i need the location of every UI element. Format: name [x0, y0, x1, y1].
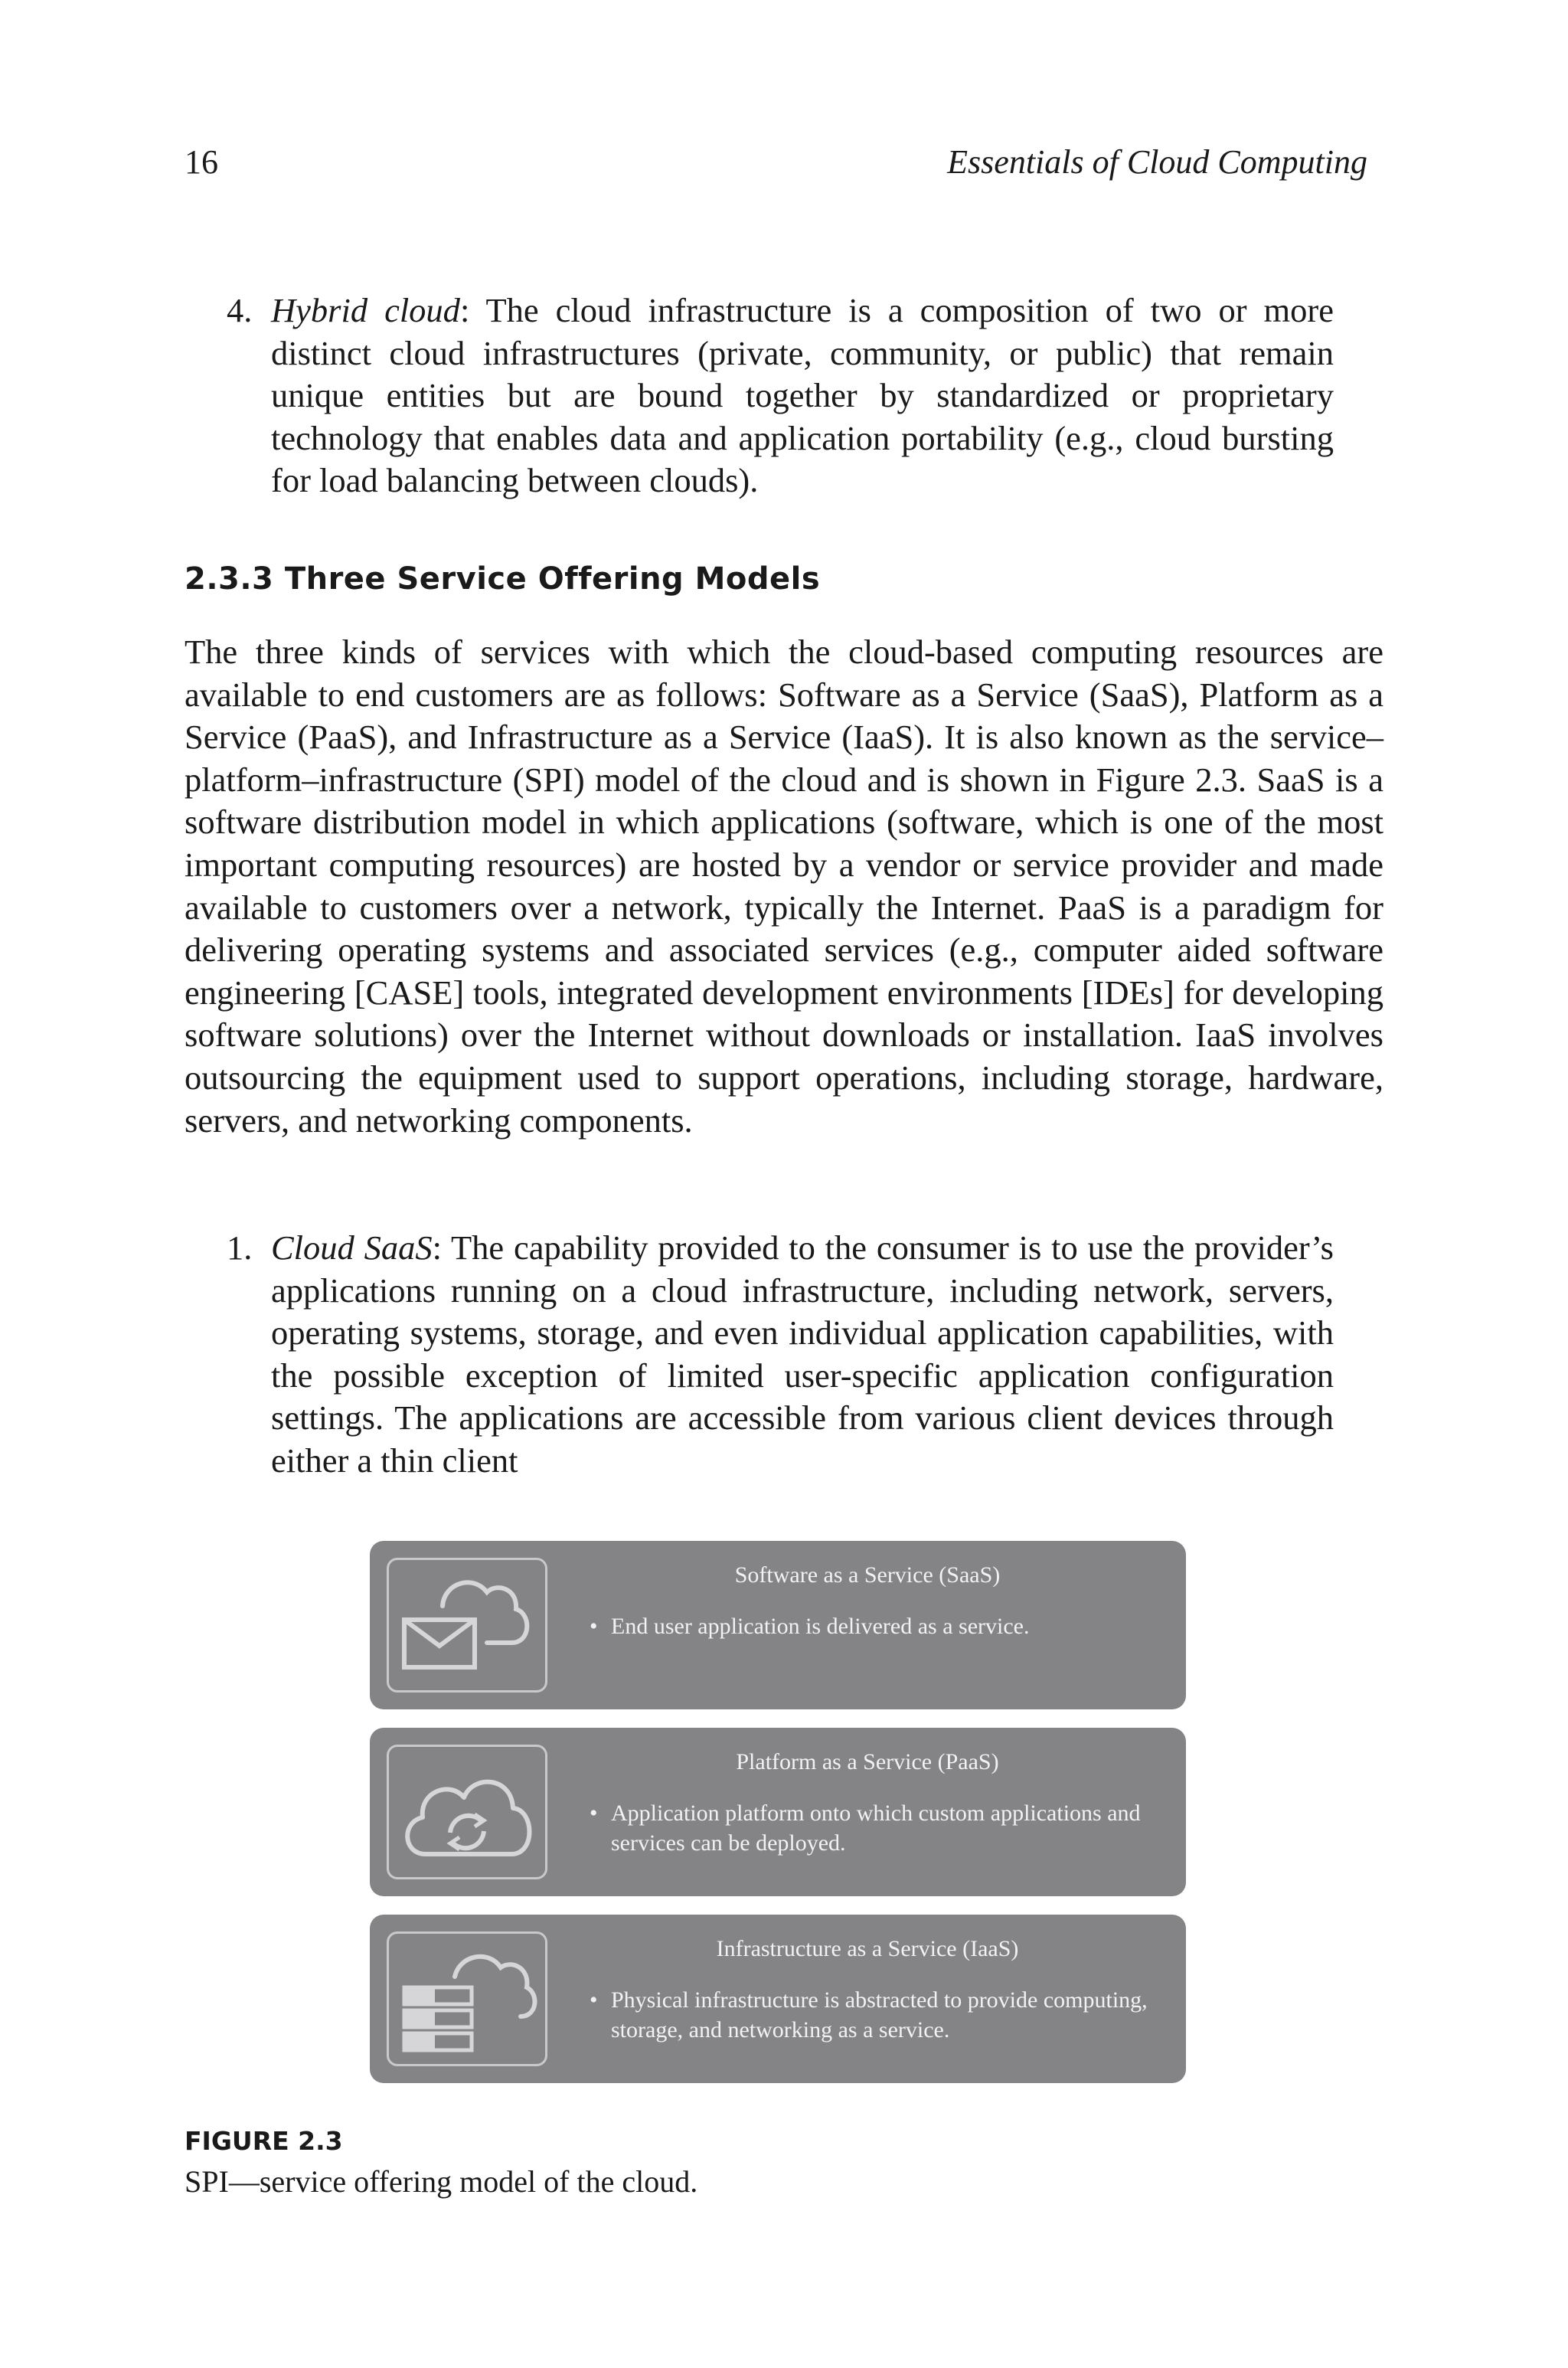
- server-cloud-icon: [389, 1934, 545, 2064]
- figure-caption: SPI—service offering model of the cloud.: [185, 2164, 698, 2199]
- sync-cloud-icon: [389, 1747, 545, 1877]
- running-title: Essentials of Cloud Computing: [947, 143, 1367, 181]
- bullet-text: Physical infrastructure is abstracted to provide computing, storage, and networking as a service.: [611, 1987, 1148, 2043]
- box-bullet: [590, 1985, 1162, 2045]
- list-text: : The capability provided to the consumer is to use the provider’s applications running on a cloud infrastructure, including network, servers, operating systems, storage, and even individual application capabilities, with the possible exception of limited user-specific application configuration settings. The applications are accessible from various client devices through either a thin client: [271, 1228, 1334, 1480]
- box-bullet: [590, 1798, 1162, 1858]
- list-term: Cloud SaaS: [271, 1228, 433, 1267]
- icon-frame: [387, 1558, 547, 1693]
- list-number: 1.: [227, 1228, 253, 1267]
- section-heading: 2.3.3 Three Service Offering Models: [185, 561, 821, 597]
- body-paragraph: The three kinds of services with which the cloud-based computing resources are available to end customers are as follows: Software as a Service (SaaS), Platform as a Service (PaaS), and Infrastructure as a Service (IaaS). It is also known as the service–platform–infrastructure (SPI) model of the cloud and is shown in Figure 2.3. SaaS is a software distribution model in which applications (software, which is one of the most important computing resources) are hosted by a vendor or service provider and made available to customers over a network, typically the Internet. PaaS is a paradigm for delivering operating systems and associated services (e.g., computer aided software engineering [CASE] tools, integrated development environments [IDEs] for developing software solutions) over the Internet without downloads or installation. IaaS involves outsourcing the equipment used to support operations, including storage, hardware, servers, and networking components.: [185, 633, 1383, 1140]
- list-item-cloud-saas: [227, 1227, 1334, 1483]
- saas-box: [370, 1541, 1186, 1709]
- icon-frame: [387, 1931, 547, 2066]
- icon-frame: [387, 1745, 547, 1879]
- list-item-hybrid-cloud: [227, 289, 1334, 502]
- mail-cloud-icon: [389, 1560, 545, 1690]
- list-number: 4.: [227, 291, 253, 329]
- bullet-text: Application platform onto which custom applications and services can be deployed.: [611, 1801, 1141, 1856]
- box-title: Platform as a Service (PaaS): [736, 1749, 999, 1774]
- bullet-dot: •: [590, 1614, 598, 1639]
- page-number: 16: [185, 143, 218, 181]
- bullet-dot: •: [590, 1801, 598, 1826]
- paas-box: [370, 1728, 1186, 1896]
- figure-label: FIGURE 2.3: [185, 2126, 343, 2156]
- list-text: : The cloud infrastructure is a composition of two or more distinct cloud infrastructures (private, community, or public) that remain unique entities but are bound together by standardized or proprietary technology that enables data and application portability (e.g., cloud bursting for load balancing between clouds).: [271, 291, 1334, 500]
- bullet-dot: •: [590, 1987, 598, 2013]
- iaas-box: [370, 1915, 1186, 2083]
- box-title: Software as a Service (SaaS): [734, 1562, 1001, 1588]
- bullet-text: End user application is delivered as a service.: [611, 1614, 1030, 1639]
- list-term: Hybrid cloud: [271, 291, 460, 329]
- box-bullet: [590, 1611, 1162, 1641]
- box-title: Infrastructure as a Service (IaaS): [716, 1936, 1019, 1961]
